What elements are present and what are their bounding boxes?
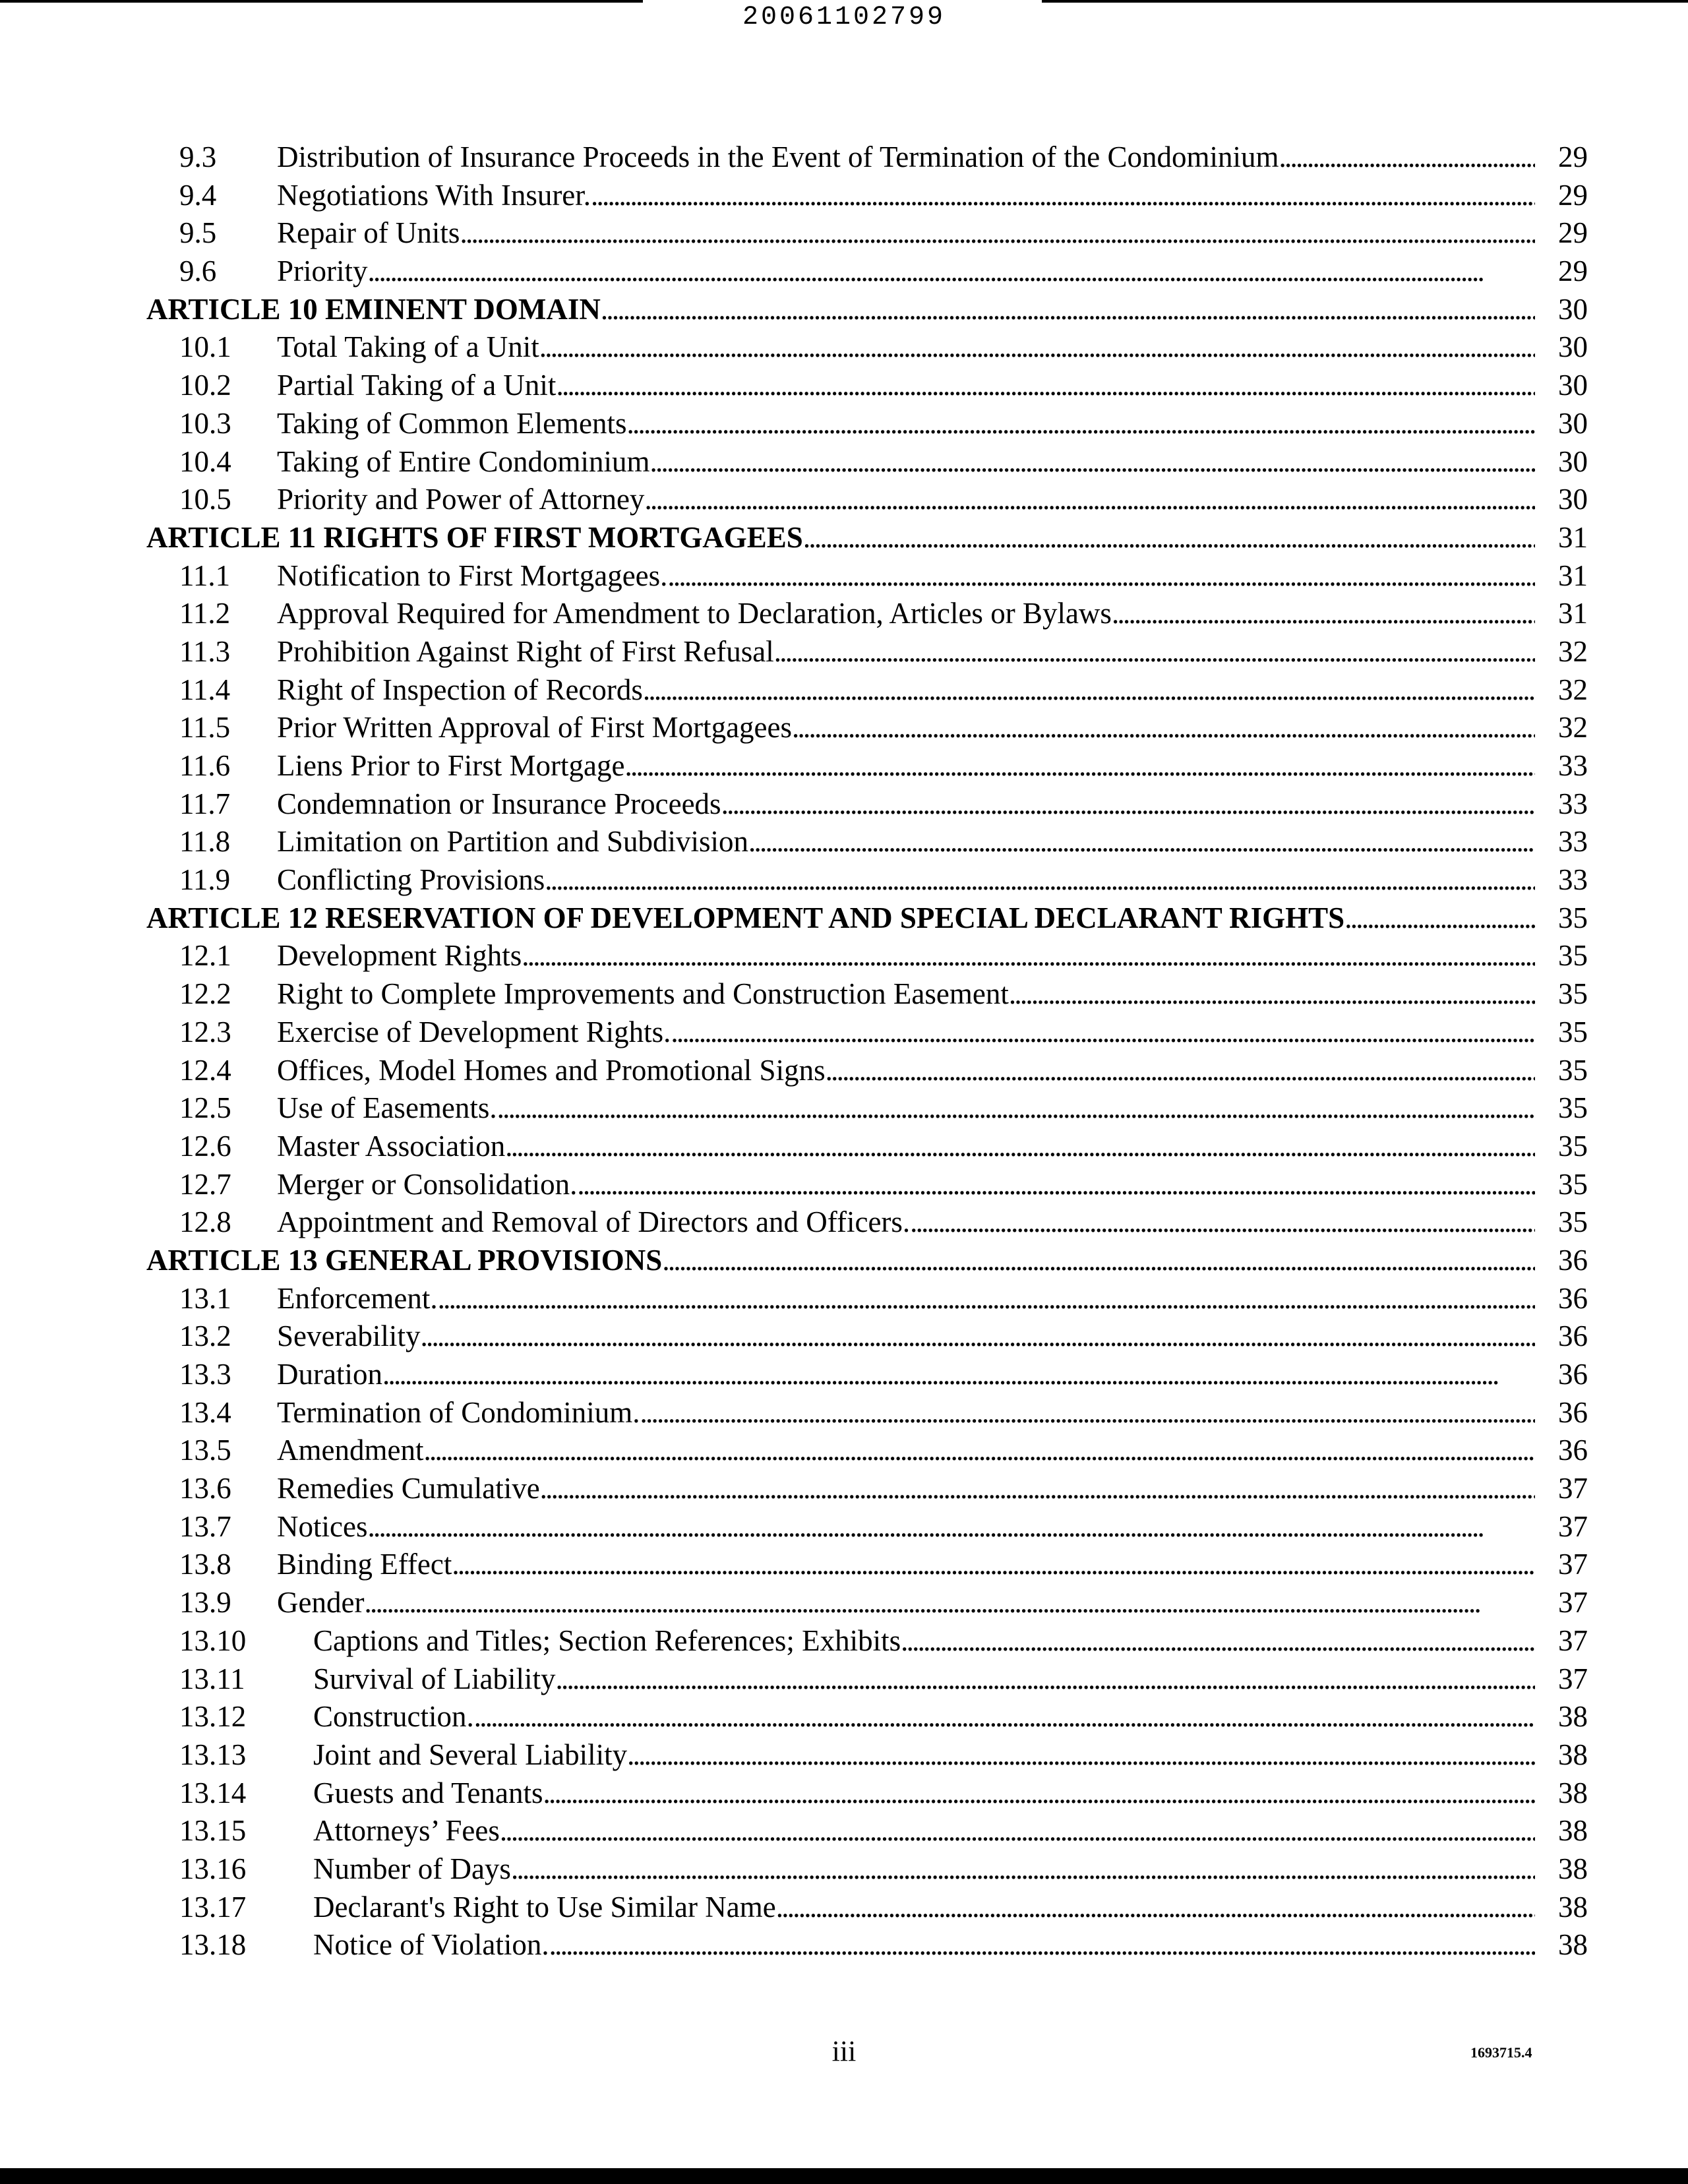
dot-leader xyxy=(423,1432,1535,1470)
toc-page-number: 30 xyxy=(1558,483,1588,516)
toc-section-number: 13.7 xyxy=(179,1509,231,1543)
toc-section-row xyxy=(0,1584,1688,1622)
dot-leader xyxy=(644,481,1535,519)
toc-page-number: 35 xyxy=(1558,939,1588,973)
toc-section-row xyxy=(0,709,1688,747)
toc-section-heading xyxy=(313,1622,1535,1660)
toc-page-number: 30 xyxy=(1558,292,1588,326)
toc-page-number: 33 xyxy=(1558,825,1588,859)
toc-section-title: Use of Easements. xyxy=(277,1091,497,1125)
toc-section-heading xyxy=(277,177,1535,215)
toc-section-heading xyxy=(313,1774,1535,1813)
toc-section-row xyxy=(0,138,1688,177)
toc-section-title: Total Taking of a Unit xyxy=(277,330,539,364)
dot-leader xyxy=(367,1508,1535,1546)
toc-page-number: 38 xyxy=(1558,1700,1588,1734)
toc-section-row xyxy=(0,747,1688,785)
toc-section-row xyxy=(0,1698,1688,1736)
toc-section-heading xyxy=(277,861,1535,899)
toc-section-row xyxy=(0,861,1688,899)
toc-section-number: 11.7 xyxy=(179,787,231,820)
toc-section-row xyxy=(0,328,1688,367)
toc-article-heading xyxy=(146,899,1535,938)
toc-page-number: 38 xyxy=(1558,1814,1588,1848)
dot-leader xyxy=(497,1089,1535,1128)
toc-section-title: Guests and Tenants xyxy=(313,1776,543,1809)
toc-page-number: 36 xyxy=(1558,1358,1588,1391)
toc-page-number: 36 xyxy=(1558,1281,1588,1315)
toc-page-number: 33 xyxy=(1558,863,1588,897)
toc-section-number: 12.7 xyxy=(179,1167,231,1201)
toc-section-title: Prohibition Against Right of First Refusal xyxy=(277,634,774,668)
toc-section-number: 10.2 xyxy=(179,369,231,402)
toc-section-title: Distribution of Insurance Proceeds in the Event of Termination of the Condominium xyxy=(277,140,1279,173)
toc-section-heading xyxy=(277,1508,1535,1546)
dot-leader xyxy=(601,291,1535,329)
toc-page-number: 31 xyxy=(1558,597,1588,630)
toc-section-title: Number of Days xyxy=(313,1852,511,1885)
dot-leader xyxy=(511,1850,1535,1889)
toc-section-number: 13.15 xyxy=(179,1814,247,1848)
toc-article-title: ARTICLE 11 RIGHTS OF FIRST MORTGAGEES xyxy=(146,520,803,554)
toc-article-row xyxy=(0,291,1688,329)
toc-section-number: 12.1 xyxy=(179,939,231,973)
toc-section-title: Notification to First Mortgagees. xyxy=(277,559,668,592)
dot-leader xyxy=(1344,899,1535,938)
toc-section-number: 10.3 xyxy=(179,406,231,440)
toc-section-heading xyxy=(277,1203,1535,1242)
toc-section-heading xyxy=(277,1318,1535,1356)
toc-page-number: 32 xyxy=(1558,634,1588,668)
dot-leader xyxy=(1279,138,1535,177)
toc-section-heading xyxy=(313,1850,1535,1889)
toc-section-heading xyxy=(277,138,1535,177)
dot-leader xyxy=(420,1318,1535,1356)
toc-section-title: Partial Taking of a Unit xyxy=(277,369,557,402)
dot-leader xyxy=(549,1926,1535,1964)
toc-section-number: 13.14 xyxy=(179,1776,247,1809)
toc-section-row xyxy=(0,443,1688,481)
dot-leader xyxy=(1112,595,1535,633)
toc-section-number: 12.4 xyxy=(179,1053,231,1087)
toc-section-heading xyxy=(277,937,1535,975)
toc-section-heading xyxy=(277,481,1535,519)
toc-section-heading xyxy=(277,1128,1535,1166)
toc-page-number: 31 xyxy=(1558,520,1588,554)
toc-section-number: 10.4 xyxy=(179,444,231,478)
toc-section-heading xyxy=(277,1052,1535,1090)
toc-page-number: 35 xyxy=(1558,901,1588,934)
toc-section-heading xyxy=(277,1432,1535,1470)
dot-leader xyxy=(901,1622,1535,1660)
toc-page-number: 37 xyxy=(1558,1548,1588,1581)
toc-section-number: 11.3 xyxy=(179,634,231,668)
toc-section-title: Taking of Common Elements xyxy=(277,406,627,440)
dot-leader xyxy=(505,1128,1535,1166)
toc-section-title: Condemnation or Insurance Proceeds xyxy=(277,787,721,820)
toc-section-number: 13.11 xyxy=(179,1662,245,1695)
toc-section-heading xyxy=(277,405,1535,443)
toc-section-title: Severability xyxy=(277,1320,421,1353)
dot-leader xyxy=(640,1394,1535,1432)
dot-leader xyxy=(721,785,1535,824)
toc-page-number: 35 xyxy=(1558,1091,1588,1125)
toc-page-number: 35 xyxy=(1558,1053,1588,1087)
toc-page-number: 36 xyxy=(1558,1434,1588,1467)
toc-section-row xyxy=(0,937,1688,975)
toc-section-title: Priority xyxy=(277,255,368,288)
toc-section-heading xyxy=(277,1470,1535,1508)
dot-leader xyxy=(452,1546,1535,1584)
toc-section-title: Binding Effect xyxy=(277,1548,452,1581)
dot-leader xyxy=(522,937,1535,975)
toc-section-number: 13.5 xyxy=(179,1434,231,1467)
toc-section-row xyxy=(0,1014,1688,1052)
dot-leader xyxy=(667,557,1535,595)
toc-section-title: Taking of Entire Condominium xyxy=(277,444,650,478)
toc-page-number: 36 xyxy=(1558,1243,1588,1277)
toc-section-title: Right of Inspection of Records xyxy=(277,673,643,706)
toc-article-row xyxy=(0,519,1688,557)
dot-leader xyxy=(671,1014,1535,1052)
toc-page-number: 30 xyxy=(1558,406,1588,440)
toc-page-number: 32 xyxy=(1558,711,1588,744)
toc-section-row xyxy=(0,177,1688,215)
toc-article-heading xyxy=(146,519,1535,557)
toc-page-number: 35 xyxy=(1558,1205,1588,1239)
toc-article-heading xyxy=(146,291,1535,329)
dot-leader xyxy=(748,823,1535,861)
dot-leader xyxy=(556,367,1535,405)
toc-section-number: 12.8 xyxy=(179,1205,231,1239)
dot-leader xyxy=(577,1166,1535,1204)
toc-section-number: 13.17 xyxy=(179,1890,247,1924)
toc-section-heading xyxy=(277,367,1535,405)
toc-section-heading xyxy=(313,1698,1535,1736)
toc-section-number: 13.16 xyxy=(179,1852,247,1885)
toc-section-title: Survival of Liability xyxy=(313,1662,556,1695)
toc-section-heading xyxy=(277,975,1535,1014)
toc-section-title: Duration xyxy=(277,1358,382,1391)
toc-section-heading xyxy=(277,1280,1535,1318)
toc-section-title: Conflicting Provisions xyxy=(277,863,545,897)
toc-section-number: 13.3 xyxy=(179,1358,231,1391)
toc-section-heading xyxy=(277,1356,1535,1394)
toc-section-title: Enforcement. xyxy=(277,1281,438,1315)
toc-page-number: 38 xyxy=(1558,1852,1588,1885)
toc-section-heading xyxy=(277,1089,1535,1128)
toc-section-number: 13.10 xyxy=(179,1623,247,1657)
toc-section-heading xyxy=(277,633,1535,671)
toc-section-title: Development Rights xyxy=(277,939,522,973)
toc-page-number: 35 xyxy=(1558,1167,1588,1201)
footer-document-id: 1693715.4 xyxy=(1470,2044,1532,2061)
toc-section-row xyxy=(0,1470,1688,1508)
dot-leader xyxy=(382,1356,1535,1394)
toc-page-number: 35 xyxy=(1558,1015,1588,1048)
dot-leader xyxy=(910,1203,1535,1242)
toc-section-heading xyxy=(277,443,1535,481)
toc-section-row xyxy=(0,671,1688,710)
toc-section-heading xyxy=(313,1889,1535,1927)
toc-section-title: Exercise of Development Rights. xyxy=(277,1015,671,1048)
dot-leader xyxy=(500,1812,1535,1850)
toc-section-title: Amendment xyxy=(277,1434,424,1467)
toc-page-number: 38 xyxy=(1558,1738,1588,1771)
toc-section-heading xyxy=(277,1014,1535,1052)
toc-section-row xyxy=(0,1546,1688,1584)
toc-section-number: 12.6 xyxy=(179,1129,231,1163)
toc-section-heading xyxy=(277,557,1535,595)
toc-section-row xyxy=(0,1432,1688,1470)
toc-section-number: 9.6 xyxy=(179,255,217,288)
toc-page-number: 37 xyxy=(1558,1509,1588,1543)
toc-section-row xyxy=(0,1166,1688,1204)
toc-page-number: 30 xyxy=(1558,444,1588,478)
footer-page-number: iii xyxy=(831,2035,857,2067)
table-of-contents xyxy=(0,138,1688,1964)
toc-page-number: 36 xyxy=(1558,1395,1588,1429)
toc-section-number: 9.5 xyxy=(179,216,217,250)
toc-section-number: 13.4 xyxy=(179,1395,231,1429)
toc-section-row xyxy=(0,785,1688,824)
toc-section-heading xyxy=(277,1546,1535,1584)
dot-leader xyxy=(364,1584,1535,1622)
dot-leader xyxy=(460,214,1535,253)
toc-section-row xyxy=(0,1736,1688,1774)
toc-article-title: ARTICLE 12 RESERVATION OF DEVELOPMENT AND SPECIAL DECLARANT RIGHTS xyxy=(146,901,1345,934)
toc-section-row xyxy=(0,595,1688,633)
toc-section-number: 12.3 xyxy=(179,1015,231,1048)
toc-page-number: 37 xyxy=(1558,1586,1588,1620)
toc-section-title: Prior Written Approval of First Mortgagees xyxy=(277,711,792,744)
toc-section-title: Declarant's Right to Use Similar Name xyxy=(313,1890,776,1924)
toc-section-row xyxy=(0,1203,1688,1242)
toc-section-row xyxy=(0,1280,1688,1318)
dot-leader xyxy=(540,1470,1535,1508)
toc-section-heading xyxy=(277,671,1535,710)
toc-section-row xyxy=(0,1089,1688,1128)
toc-section-number: 13.12 xyxy=(179,1700,247,1734)
toc-section-title: Notice of Violation. xyxy=(313,1928,549,1962)
toc-page-number: 33 xyxy=(1558,787,1588,820)
toc-section-title: Approval Required for Amendment to Declaration, Articles or Bylaws xyxy=(277,597,1112,630)
toc-section-number: 10.1 xyxy=(179,330,231,364)
dot-leader xyxy=(555,1660,1535,1699)
toc-page-number: 29 xyxy=(1558,178,1588,212)
toc-article-row xyxy=(0,899,1688,938)
toc-section-number: 10.5 xyxy=(179,483,231,516)
toc-page-number: 37 xyxy=(1558,1472,1588,1505)
toc-section-heading xyxy=(277,253,1535,291)
toc-section-row xyxy=(0,405,1688,443)
toc-section-title: Joint and Several Liability xyxy=(313,1738,628,1771)
toc-page-number: 35 xyxy=(1558,1129,1588,1163)
dot-leader xyxy=(662,1242,1535,1280)
toc-section-heading xyxy=(277,214,1535,253)
toc-page-number: 38 xyxy=(1558,1928,1588,1962)
toc-page-number: 30 xyxy=(1558,330,1588,364)
toc-section-row xyxy=(0,253,1688,291)
toc-section-number: 13.9 xyxy=(179,1586,231,1620)
toc-section-heading xyxy=(313,1660,1535,1699)
toc-section-heading xyxy=(277,709,1535,747)
toc-section-title: Termination of Condominium. xyxy=(277,1395,640,1429)
toc-page-number: 36 xyxy=(1558,1320,1588,1353)
toc-section-row xyxy=(0,1850,1688,1889)
toc-section-title: Priority and Power of Attorney xyxy=(277,483,645,516)
document-number: 20061102799 xyxy=(742,3,946,32)
toc-section-number: 13.6 xyxy=(179,1472,231,1505)
dot-leader xyxy=(1009,975,1535,1014)
toc-section-row xyxy=(0,1508,1688,1546)
toc-page-number: 29 xyxy=(1558,216,1588,250)
toc-section-row xyxy=(0,481,1688,519)
toc-page-number: 31 xyxy=(1558,559,1588,592)
toc-section-number: 12.5 xyxy=(179,1091,231,1125)
toc-section-row xyxy=(0,1812,1688,1850)
toc-article-title: ARTICLE 10 EMINENT DOMAIN xyxy=(146,292,601,326)
toc-section-title: Appointment and Removal of Directors and Officers. xyxy=(277,1205,911,1239)
toc-section-number: 13.2 xyxy=(179,1320,231,1353)
dot-leader xyxy=(539,328,1535,367)
toc-section-heading xyxy=(277,595,1535,633)
toc-section-row xyxy=(0,1889,1688,1927)
toc-section-number: 13.13 xyxy=(179,1738,247,1771)
toc-page-number: 29 xyxy=(1558,140,1588,173)
toc-section-title: Limitation on Partition and Subdivision xyxy=(277,825,748,859)
toc-section-row xyxy=(0,1394,1688,1432)
toc-page-number: 37 xyxy=(1558,1623,1588,1657)
dot-leader xyxy=(826,1052,1535,1090)
dot-leader xyxy=(627,405,1535,443)
dot-leader xyxy=(543,1774,1535,1813)
toc-section-title: Construction. xyxy=(313,1700,474,1734)
toc-section-title: Remedies Cumulative xyxy=(277,1472,540,1505)
toc-section-title: Offices, Model Homes and Promotional Signs xyxy=(277,1053,826,1087)
toc-section-number: 11.1 xyxy=(179,559,231,592)
toc-section-number: 13.18 xyxy=(179,1928,247,1962)
toc-article-row xyxy=(0,1242,1688,1280)
toc-section-row xyxy=(0,823,1688,861)
dot-leader xyxy=(774,633,1535,671)
toc-section-number: 11.2 xyxy=(179,597,231,630)
toc-section-heading xyxy=(313,1812,1535,1850)
dot-leader xyxy=(368,253,1535,291)
dot-leader xyxy=(624,747,1535,785)
toc-section-row xyxy=(0,1128,1688,1166)
toc-section-row xyxy=(0,1622,1688,1660)
toc-section-title: Merger or Consolidation. xyxy=(277,1167,578,1201)
toc-section-number: 12.2 xyxy=(179,977,231,1011)
toc-section-title: Repair of Units xyxy=(277,216,460,250)
toc-section-row xyxy=(0,367,1688,405)
toc-page-number: 37 xyxy=(1558,1662,1588,1695)
toc-section-number: 11.4 xyxy=(179,673,231,706)
toc-section-row xyxy=(0,975,1688,1014)
toc-section-row xyxy=(0,1660,1688,1699)
toc-section-row xyxy=(0,214,1688,253)
toc-section-row xyxy=(0,1356,1688,1394)
toc-section-number: 11.8 xyxy=(179,825,231,859)
dot-leader xyxy=(650,443,1535,481)
toc-section-number: 9.4 xyxy=(179,178,217,212)
toc-section-heading xyxy=(277,785,1535,824)
toc-section-heading xyxy=(277,1166,1535,1204)
dot-leader xyxy=(776,1889,1535,1927)
toc-section-row xyxy=(0,1318,1688,1356)
dot-leader xyxy=(474,1698,1535,1736)
toc-article-heading xyxy=(146,1242,1535,1280)
toc-section-number: 9.3 xyxy=(179,140,217,173)
toc-section-title: Negotiations With Insurer. xyxy=(277,178,591,212)
toc-section-number: 11.5 xyxy=(179,711,231,744)
toc-section-title: Gender xyxy=(277,1586,365,1620)
toc-section-number: 11.9 xyxy=(179,863,231,897)
toc-page-number: 35 xyxy=(1558,977,1588,1011)
toc-section-heading xyxy=(277,1584,1535,1622)
toc-section-row xyxy=(0,1052,1688,1090)
toc-section-title: Captions and Titles; Section References; Exhibits xyxy=(313,1623,901,1657)
toc-section-heading xyxy=(277,747,1535,785)
toc-page-number: 29 xyxy=(1558,255,1588,288)
dot-leader xyxy=(591,177,1535,215)
toc-section-number: 13.8 xyxy=(179,1548,231,1581)
toc-section-row xyxy=(0,557,1688,595)
bottom-scan-border xyxy=(0,2168,1688,2184)
dot-leader xyxy=(803,519,1535,557)
toc-section-title: Liens Prior to First Mortgage xyxy=(277,749,625,782)
toc-section-title: Right to Complete Improvements and Construction Easement xyxy=(277,977,1009,1011)
toc-section-heading xyxy=(313,1736,1535,1774)
toc-article-title: ARTICLE 13 GENERAL PROVISIONS xyxy=(146,1243,663,1277)
dot-leader xyxy=(627,1736,1535,1774)
toc-section-row xyxy=(0,1774,1688,1813)
toc-section-title: Notices xyxy=(277,1509,368,1543)
toc-page-number: 38 xyxy=(1558,1776,1588,1809)
toc-section-heading xyxy=(277,1394,1535,1432)
toc-section-title: Master Association xyxy=(277,1129,506,1163)
toc-section-number: 11.6 xyxy=(179,749,231,782)
toc-section-heading xyxy=(277,823,1535,861)
toc-page-number: 30 xyxy=(1558,369,1588,402)
dot-leader xyxy=(792,709,1535,747)
toc-page-number: 32 xyxy=(1558,673,1588,706)
toc-section-heading xyxy=(277,328,1535,367)
dot-leader xyxy=(643,671,1535,710)
toc-page-number: 38 xyxy=(1558,1890,1588,1924)
toc-section-row xyxy=(0,1926,1688,1964)
toc-section-heading xyxy=(313,1926,1535,1964)
toc-page-number: 33 xyxy=(1558,749,1588,782)
toc-section-row xyxy=(0,633,1688,671)
toc-section-number: 13.1 xyxy=(179,1281,231,1315)
toc-section-title: Attorneys’ Fees xyxy=(313,1814,500,1848)
dot-leader xyxy=(438,1280,1535,1318)
dot-leader xyxy=(545,861,1535,899)
